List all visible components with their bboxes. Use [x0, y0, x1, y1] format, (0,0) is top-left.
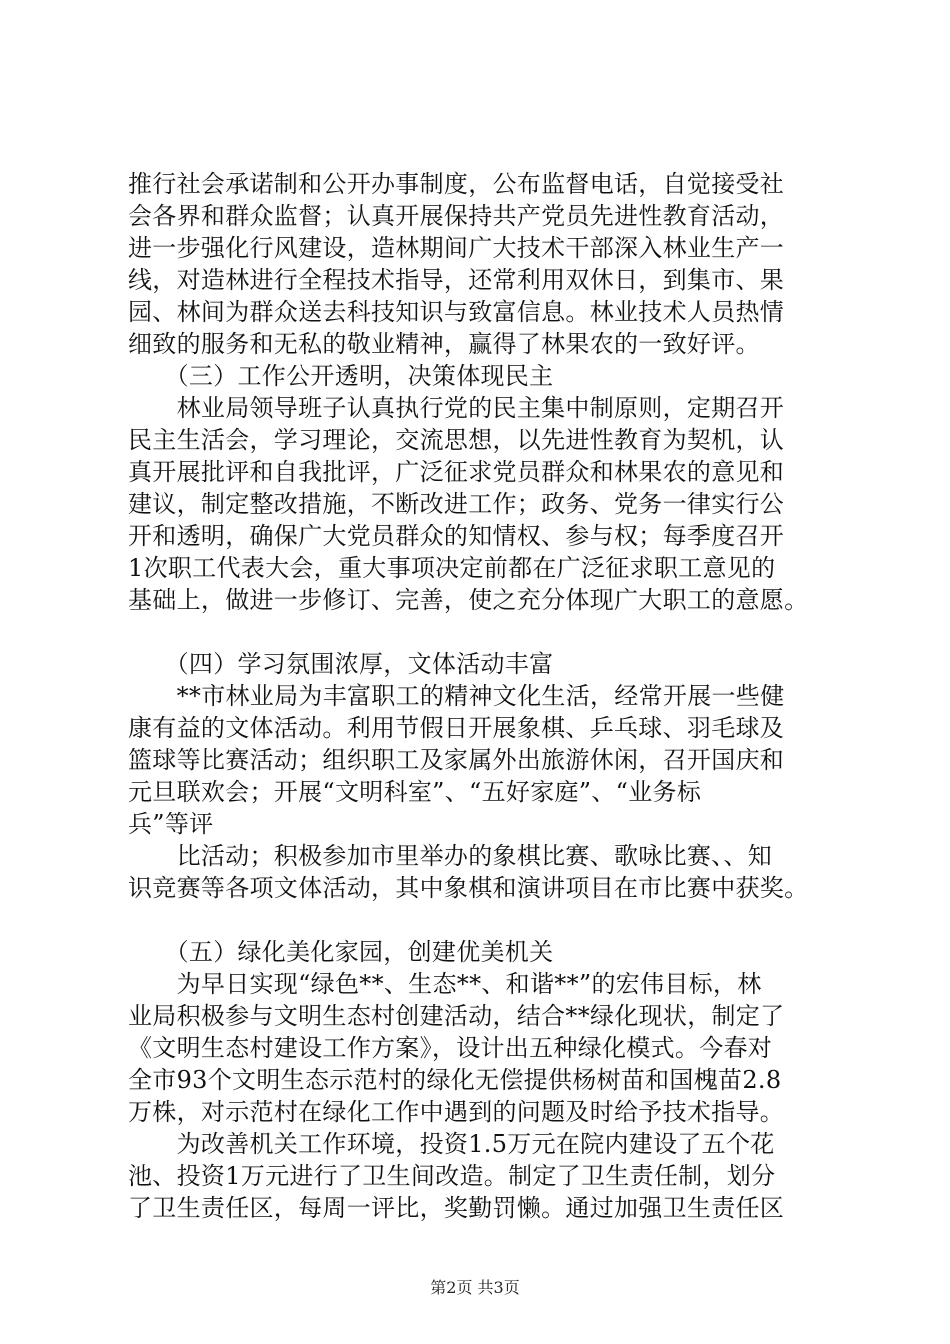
- text-line: 篮球等比赛活动；组织职工及家属外出旅游休闲，召开国庆和: [128, 746, 785, 774]
- text-line: 康有益的文体活动。利用节假日开展象棋、乒乓球、羽毛球及: [128, 714, 785, 742]
- text-line: **市林业局为丰富职工的精神文化生活，经常开展一些健: [128, 682, 785, 710]
- text-line: 比活动；积极参加市里举办的象棋比赛、歌咏比赛、、知: [128, 842, 773, 870]
- paragraph-gap: [128, 616, 853, 648]
- text-line: 业局积极参与文明生态村创建活动，结合**绿化现状，制定了: [128, 1002, 785, 1030]
- text-line: 兵”等评: [128, 810, 214, 838]
- document-body: [128, 168, 853, 1224]
- text-line: 元旦联欢会；开展“文明科室”、“五好家庭”、“业务标: [128, 778, 702, 806]
- text-line: （五）绿化美化家园，创建优美机关: [128, 938, 554, 966]
- paragraph-gap: [128, 904, 853, 936]
- text-line: （四）学习氛围浓厚，文体活动丰富: [128, 650, 554, 678]
- text-line: 推行社会承诺制和公开办事制度，公布监督电话，自觉接受社: [128, 170, 785, 198]
- text-line: 万株，对示范村在绿化工作中遇到的问题及时给予技术指导。: [128, 1098, 785, 1126]
- text-line: 林业局领导班子认真执行党的民主集中制原则，定期召开: [128, 394, 785, 422]
- text-line: 基础上，做进一步修订、完善，使之充分体现广大职工的意愿。: [128, 586, 809, 614]
- text-line: 真开展批评和自我批评，广泛征求党员群众和林果农的意见和: [128, 458, 785, 486]
- page-footer: 第2页 共3页: [430, 1278, 520, 1297]
- text-line: 民主生活会，学习理论，交流思想，以先进性教育为契机，认: [128, 426, 785, 454]
- text-line: 《文明生态村建设工作方案》，设计出五种绿化模式。今春对: [128, 1034, 773, 1062]
- text-line: 识竞赛等各项文体活动，其中象棋和演讲项目在市比赛中获奖。: [128, 874, 809, 902]
- text-line: 进一步强化行风建设，造林期间广大技术干部深入林业生产一: [128, 234, 785, 262]
- text-line: 会各界和群众监督；认真开展保持共产党员先进性教育活动，: [128, 202, 785, 230]
- text-line: 1次职工代表大会，重大事项决定前都在广泛征求职工意见的: [128, 554, 776, 582]
- text-line: 为改善机关工作环境，投资1.5万元在院内建设了五个花: [128, 1130, 775, 1158]
- text-line: 细致的服务和无私的敬业精神，赢得了林果农的一致好评。: [128, 330, 760, 358]
- text-line: 池、投资1万元进行了卫生间改造。制定了卫生责任制，划分: [128, 1162, 776, 1190]
- text-line: 园、林间为群众送去科技知识与致富信息。林业技术人员热情: [128, 298, 785, 326]
- text-line: 全市93个文明生态示范村的绿化无偿提供杨树苗和国槐苗2.8: [128, 1066, 782, 1094]
- text-line: 了卫生责任区，每周一评比，奖勤罚懒。通过加强卫生责任区: [128, 1194, 785, 1222]
- text-line: 为早日实现“绿色**、生态**、和谐**”的宏伟目标，林: [128, 970, 762, 998]
- text-line: 线，对造林进行全程技术指导，还常利用双休日，到集市、果: [128, 266, 785, 294]
- text-line: 开和透明，确保广大党员群众的知情权、参与权；每季度召开: [128, 522, 785, 550]
- text-line: （三）工作公开透明，决策体现民主: [128, 362, 554, 390]
- text-line: 建议，制定整改措施，不断改进工作；政务、党务一律实行公: [128, 490, 785, 518]
